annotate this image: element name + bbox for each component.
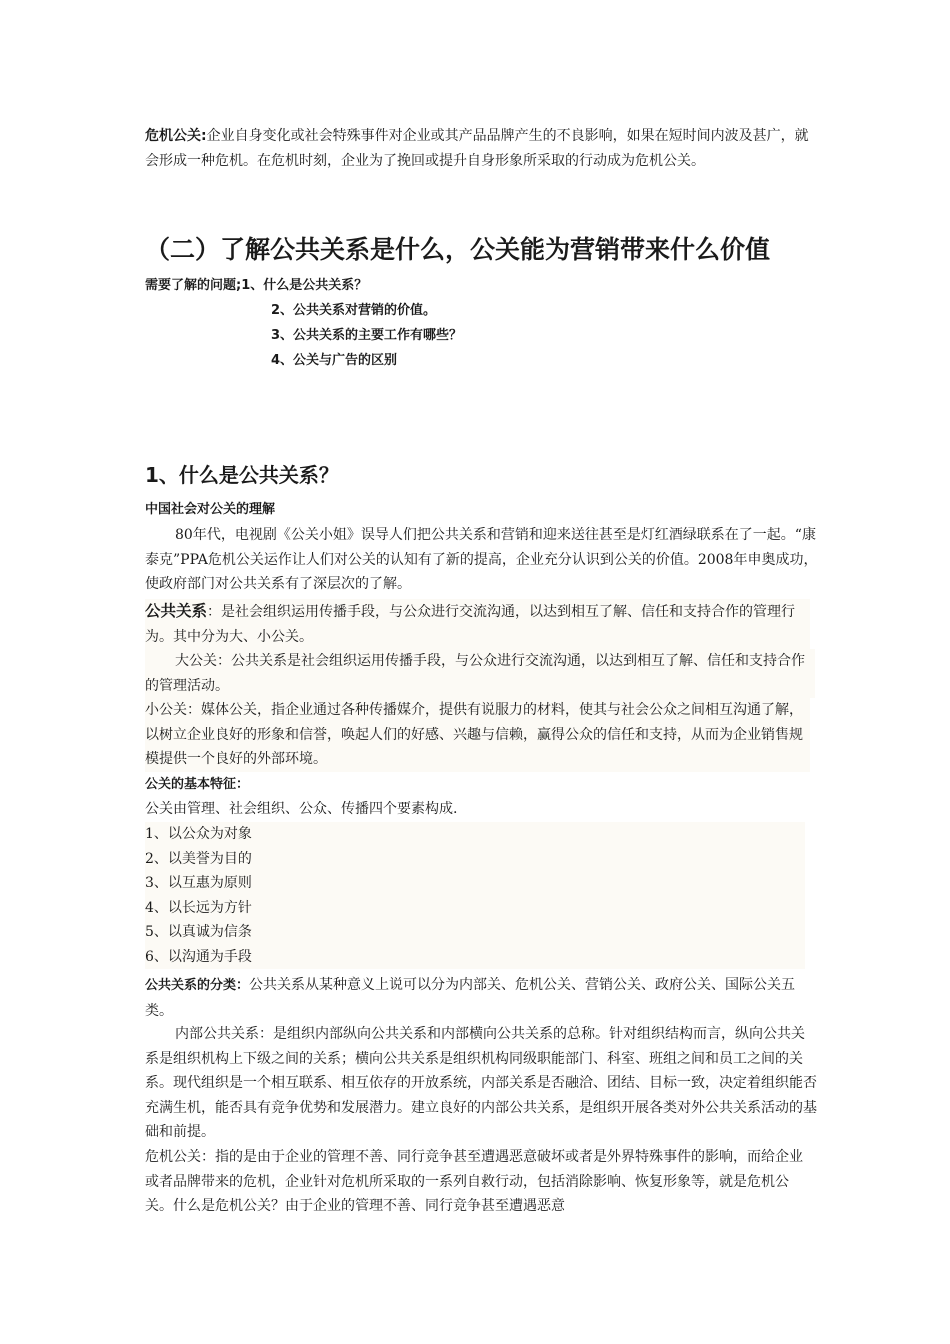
crisis-pr-paragraph: 危机公关：指的是由于企业的管理不善、同行竞争甚至遭遇恶意破坏或者是外界特殊事件的影响，而给企业或者品牌带来的危机，企业针对危机所采取的一系列自救行动，包括消除影响、恢复形象等，就是危机公关。什么是危机公关？由于企业的管理不善、同行竞争甚至遭遇恶意 <box>145 1149 803 1214</box>
subsection-heading: 1、什么是公共关系？ <box>145 463 339 487</box>
questions-label: 需要了解的问题; <box>145 278 242 293</box>
features-list <box>145 822 805 969</box>
features-intro: 公关由管理、社会组织、公众、传播四个要素构成. <box>145 801 458 817</box>
internal-pr-paragraph: 内部公共关系：是组织内部纵向公共关系和内部横向公共关系的总称。针对组织结构而言，纵向公共关系是组织机构上下级之间的关系；横向公共关系是组织机构同级职能部门、科室、班组之间和员工之间的关系。现代组织是一个相互联系、相互依存的开放系统，内部关系是否融洽、团结、目标一致，决定着组织能否充满生机，能否具有竞争优势和发展潜力。建立良好的内部公共关系，是组织开展各类对外公共关系活动的基础和前提。 <box>145 1026 817 1140</box>
questions-row-1 <box>145 276 367 296</box>
intro-text: 企业自身变化或社会特殊事件对企业或其产品品牌产生的不良影响，如果在短时间内波及甚广，就会形成一种危机。在危机时刻，企业为了挽回或提升自身形象所采取的行动成为危机公关。 <box>145 128 809 169</box>
question-item: 4、公关与广告的区别 <box>271 353 398 368</box>
question-item: 3、公共关系的主要工作有哪些？ <box>271 328 463 343</box>
classification-term: 公共关系的分类： <box>145 978 250 993</box>
list-item: 1、以公众为对象 <box>145 826 252 842</box>
question-item: 1、什么是公共关系？ <box>241 278 368 293</box>
question-item: 2、公共关系对营销的价值。 <box>271 303 437 318</box>
list-item: 4、以长远为方针 <box>145 899 252 916</box>
features-title: 公关的基本特征： <box>145 777 250 792</box>
section-heading: （二）了解公共关系是什么，公关能为营销带来什么价值 <box>145 235 771 264</box>
list-item: 5、以真诚为信条 <box>145 924 252 940</box>
small-pr-paragraph: 小公关：媒体公关，指企业通过各种传播媒介，提供有说服力的材料，使其与社会公众之间相互沟通了解，以树立企业良好的形象和信誉，唤起人们的好感、兴趣与信赖，赢得公众的信任和支持，从而为企业销售规模提供一个良好的外部环境。 <box>145 698 810 772</box>
intro-term: 危机公关: <box>145 128 207 144</box>
pr-definition <box>145 599 810 649</box>
classification-paragraph <box>145 973 817 1023</box>
intro-paragraph <box>145 124 820 173</box>
china-paragraph: 80年代，电视剧《公关小姐》误导人们把公共关系和营销和迎来送往甚至是灯红酒绿联系在了一起。“康泰克”PPA危机公关运作让人们对公关的认知有了新的提高，企业充分认识到公关的价值。2008年申奥成功，使政府部门对公共关系有了深层次的了解。 <box>145 527 818 592</box>
list-item: 2、以美誉为目的 <box>145 850 252 867</box>
list-item: 6、以沟通为手段 <box>145 948 252 965</box>
china-title: 中国社会对公关的理解 <box>145 502 276 517</box>
big-pr-paragraph: 大公关：公共关系是社会组织运用传播手段，与公众进行交流沟通，以达到相互了解、信任和支持合作的管理活动。 <box>145 649 815 698</box>
list-item: 3、以互惠为原则 <box>145 875 252 891</box>
pr-term: 公共关系 <box>145 602 208 620</box>
classification-text: 公共关系从某种意义上说可以分为内部关、危机公关、营销公关、政府公关、国际公关五类。 <box>145 977 796 1019</box>
pr-definition-text: ：是社会组织运用传播手段，与公众进行交流沟通，以达到相互了解、信任和支持合作的管理行为。其中分为大、小公关。 <box>145 604 796 645</box>
